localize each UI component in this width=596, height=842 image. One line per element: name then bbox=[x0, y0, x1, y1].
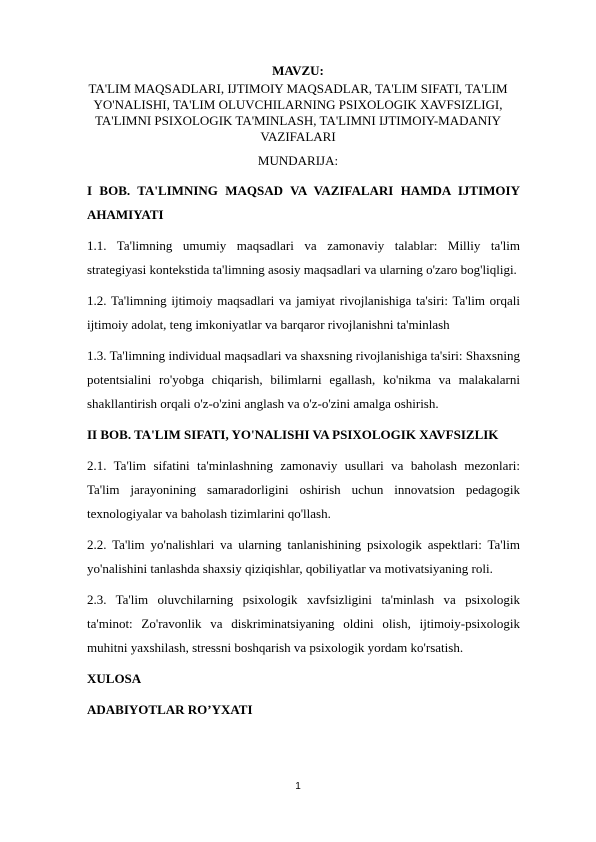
toc-item-2-2: 2.2. Ta'lim yo'nalishlari va ularning tanlanishining psixologik aspektlari: Ta'lim yo'nalishini tanlashda shaxsiy qiziqishlar, qobiliyatlar va motivatsiyaning roli. bbox=[87, 537, 520, 576]
topic-title: TA'LIM MAQSADLARI, IJTIMOIY MAQSADLAR, TA'LIM SIFATI, TA'LIM YO'NALISHI, TA'LIM OLUVCHILARNING PSIXOLOGIK XAVFSIZLIGI, TA'LIMNI PSIXOLOGIK TA'MINLASH, TA'LIMNI IJTIMOIY-MADANIY VAZIFALARI bbox=[88, 81, 508, 144]
page-number: 1 bbox=[295, 781, 301, 792]
toc-item-1-2: 1.2. Ta'limning ijtimoiy maqsadlari va jamiyat rivojlanishiga ta'siri: Ta'lim orqali ijtimoiy adolat, teng imkoniyatlar va barqaror rivojlanishni ta'minlash bbox=[87, 293, 520, 332]
toc-item-2-3: 2.3. Ta'lim oluvchilarning psixologik xavfsizligini ta'minlash va psixologik ta'minot: Zo'ravonlik va diskriminatsiyaning oldini olish, ijtimoiy-psixologik muhitni yaxshilash, stressni boshqarish va psixologik yordam ko'rsatish. bbox=[87, 592, 520, 655]
toc-chapter-1: I BOB. TA'LIMNING MAQSAD VA VAZIFALARI HAMDA IJTIMOIY AHAMIYATI bbox=[87, 183, 520, 222]
topic-label: MAVZU: bbox=[272, 63, 324, 78]
table-of-contents bbox=[87, 179, 520, 722]
toc-chapter-2: II BOB. TA'LIM SIFATI, YO'NALISHI VA PSIXOLOGIK XAVFSIZLIK bbox=[87, 427, 499, 442]
toc-conclusion: XULOSA bbox=[87, 671, 142, 686]
contents-heading: MUNDARIJA: bbox=[257, 153, 339, 168]
toc-item-2-1: 2.1. Ta'lim sifatini ta'minlashning zamonaviy usullari va baholash mezonlari: Ta'lim jarayonining samaradorligini oshirish uchun innovatsion pedagogik texnologiyalar va baholash tizimlarini qo'llash. bbox=[87, 458, 520, 521]
toc-item-1-3: 1.3. Ta'limning individual maqsadlari va shaxsning rivojlanishiga ta'siri: Shaxsning potentsialini ro'yobga chiqarish, bilimlarni egallash, ko'nikma va malakalarni shakllantirish orqali o'z-o'zini anglash va o'z-o'zini amalga oshirish. bbox=[87, 348, 520, 411]
toc-references: ADABIYOTLAR RO’YXATI bbox=[87, 702, 253, 717]
toc-item-1-1: 1.1. Ta'limning umumiy maqsadlari va zamonaviy talablar: Milliy ta'lim strategiyasi kontekstida ta'limning asosiy maqsadlari va ularning o'zaro bog'liqligi. bbox=[87, 238, 520, 277]
